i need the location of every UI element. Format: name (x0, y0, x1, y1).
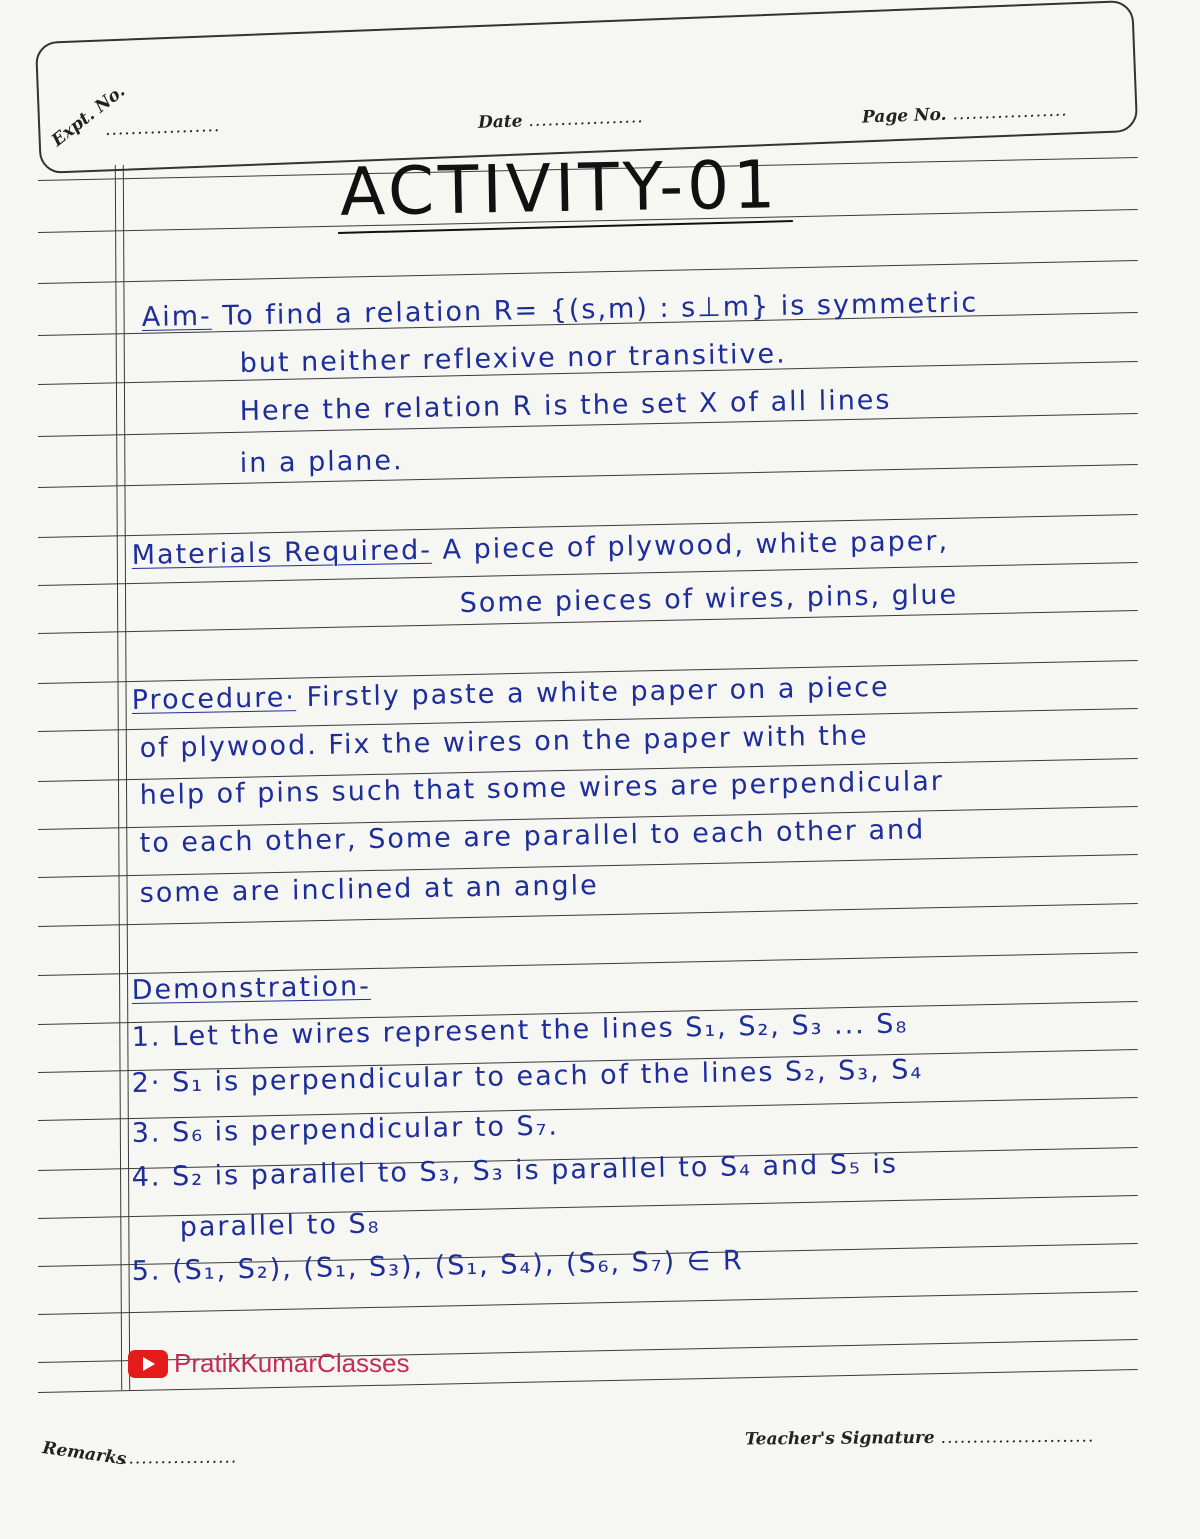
page-title: ACTIVITY-01 (339, 146, 780, 231)
aim-line-2: but neither reflexive nor transitive. (239, 338, 787, 379)
procedure-line-3: help of pins such that some wires are perpendicular (139, 765, 945, 811)
expt-no-label: Expt. No. (48, 81, 130, 151)
ruled-line (38, 260, 1138, 284)
aim-line-4: in a plane. (239, 445, 404, 479)
demonstration-line-5: parallel to S₈ (179, 1208, 381, 1243)
aim-heading: Aim- (141, 300, 213, 333)
demonstration-line-1: 1. Let the wires represent the lines S₁, S₂, S₃ ... S₈ (131, 1008, 909, 1053)
channel-watermark (128, 1348, 410, 1379)
procedure-line-1: Procedure· Firstly paste a white paper on a piece (131, 671, 890, 716)
expt-no-dots: .................. (104, 115, 221, 141)
remarks-dots: .................. (121, 1447, 238, 1469)
demonstration-heading: Demonstration- (131, 970, 372, 1006)
procedure-line-2: of plywood. Fix the wires on the paper with the (139, 720, 869, 764)
margin-line-outer (115, 165, 122, 1390)
procedure-heading: Procedure· (131, 682, 297, 716)
page-no-field: Page No. .................. (861, 100, 1068, 128)
aim-line-3: Here the relation R is the set X of all lines (239, 384, 892, 427)
header-box (35, 0, 1138, 174)
demonstration-line-2: 2· S₁ is perpendicular to each of the lines S₂, S₃, S₄ (131, 1054, 924, 1099)
procedure-line-5: some are inclined at an angle (139, 869, 600, 909)
aim-line-1: Aim- To find a relation R= {(s,m) : s⊥m} is symmetric (141, 287, 979, 333)
date-field: Date .................. (477, 107, 644, 133)
remarks-label: Remarks (41, 1438, 128, 1470)
demonstration-line-6: 5. (S₁, S₂), (S₁, S₃), (S₁, S₄), (S₆, S₇) ∈ R (131, 1245, 744, 1287)
ruled-line (38, 952, 1138, 976)
ruled-line (38, 464, 1138, 488)
materials-line-1: Materials Required- A piece of plywood, white paper, (131, 525, 950, 571)
ruled-line (38, 1291, 1138, 1315)
demonstration-line-4: 4. S₂ is parallel to S₃, S₃ is parallel to S₄ and S₅ is (131, 1148, 899, 1193)
margin-line-inner (123, 165, 130, 1390)
channel-name: PratikKumarClasses (174, 1348, 410, 1378)
materials-heading: Materials Required- (131, 534, 433, 571)
materials-line-2: Some pieces of wires, pins, glue (459, 579, 959, 619)
youtube-play-icon (128, 1350, 168, 1378)
demonstration-line-3: 3. S₆ is perpendicular to S₇. (131, 1110, 560, 1149)
procedure-line-4: to each other, Some are parallel to each other and (139, 814, 926, 859)
teacher-signature-field: Teacher's Signature ........................ (744, 1426, 1095, 1450)
